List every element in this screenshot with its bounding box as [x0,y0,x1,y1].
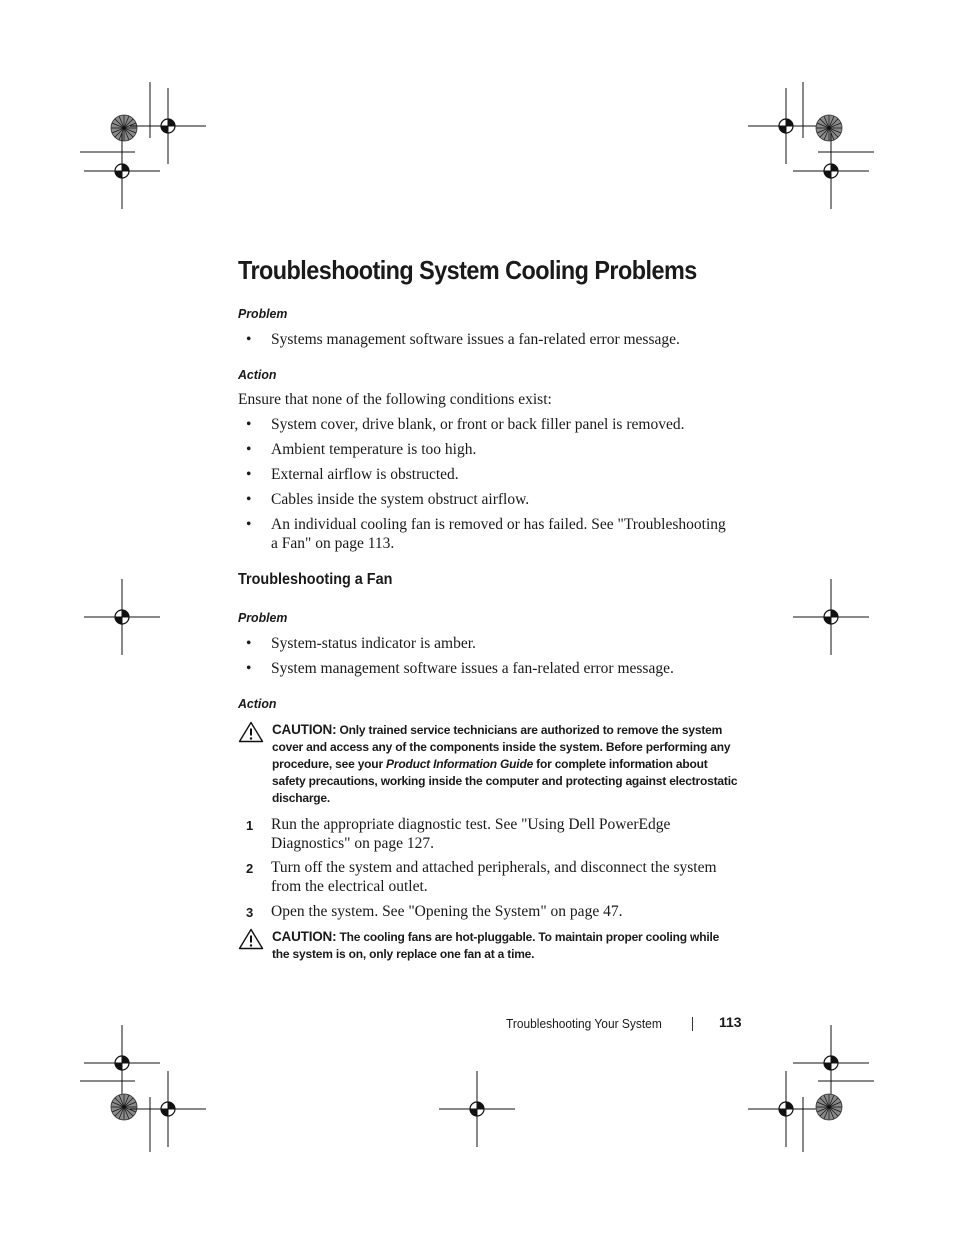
bullet-glyph: • [246,466,252,483]
list-item-text: Cables inside the system obstruct airflow. [271,491,530,508]
caution-note [238,928,738,963]
bullet-glyph: • [246,416,252,433]
registration-mark-icon-bottom-right [748,1071,824,1147]
crop-marks-top-right [803,82,874,152]
step-item [246,815,736,853]
action-intro: Ensure that none of the following conditions exist: [238,391,552,408]
list-item [246,465,736,484]
caution-label: CAUTION: [272,929,337,944]
color-target-icon-top-right [816,115,842,141]
list-item [246,634,736,653]
registration-mark-icon-right-upper [793,133,869,209]
caution-text: The cooling fans are hot-pluggable. To maintain proper cooling while the system is on, only replace one fan at a time. [272,930,720,961]
bullet-glyph: • [246,660,252,677]
warning-triangle-icon [238,928,272,963]
list-item-text: System management software issues a fan-related error message. [271,660,674,677]
list-item-text: Ambient temperature is too high. [271,441,477,458]
problem-heading: Problem [238,306,288,321]
step-number: 3 [246,905,254,920]
bullet-glyph: • [246,491,252,508]
list-item [246,659,736,678]
caution-document-reference: Product Information Guide [386,757,534,771]
caution-text-continued: for complete information about safety precautions, working inside the computer and protecting against electrostatic discharge. [272,757,738,805]
registration-mark-icon-right-middle [793,579,869,655]
registration-mark-icon-bottom-left [130,1071,206,1147]
crop-marks-top-left [80,82,150,152]
step-text: Run the appropriate diagnostic test. See "Using Dell PowerEdge Diagnostics" on page 127. [271,816,671,852]
caution-text: Only trained service technicians are authorized to remove the system cover and access any of the components inside the system. Before performing any procedure, see your [272,723,731,771]
action-heading: Action [238,367,277,382]
list-item-text: System-status indicator is amber. [271,635,476,652]
registration-mark-icon-left-lower [84,1025,160,1101]
registration-mark-icon-right-lower [793,1025,869,1101]
step-item [246,902,736,922]
registration-mark-icon-left-upper [84,133,160,209]
footer-divider [692,1017,693,1031]
registration-mark-icon-left-middle [84,579,160,655]
list-item-text: Systems management software issues a fan-related error message. [271,331,680,348]
bullet-glyph: • [246,635,252,652]
bullet-glyph: • [246,331,252,348]
caution-note [238,721,738,807]
list-item [246,490,736,509]
step-text: Turn off the system and attached peripherals, and disconnect the system from the electrical outlet. [271,859,717,895]
list-item [246,440,736,459]
list-item [246,415,736,434]
page-title: Troubleshooting System Cooling Problems [238,255,697,285]
list-item [246,515,736,553]
footer-chapter: Troubleshooting Your System [506,1016,662,1031]
page-number: 113 [719,1014,742,1030]
list-item [246,330,736,349]
bullet-glyph: • [246,516,252,533]
step-number: 1 [246,818,254,833]
action-heading: Action [238,696,277,711]
list-item-text: An individual cooling fan is removed or has failed. See "Troubleshooting a Fan" on page 113. [271,516,726,552]
registration-mark-icon-top-right [748,88,824,164]
registration-mark-icon-bottom-center [439,1071,515,1147]
color-target-icon-bottom-right [816,1094,842,1120]
section-heading: Troubleshooting a Fan [238,571,393,588]
step-text: Open the system. See "Opening the System" on page 47. [271,903,623,920]
color-target-icon-bottom-left [111,1094,137,1120]
list-item-text: System cover, drive blank, or front or back filler panel is removed. [271,416,685,433]
crop-marks-bottom-right [803,1081,874,1152]
registration-mark-icon-top-left [130,88,206,164]
list-item-text: External airflow is obstructed. [271,466,459,483]
step-number: 2 [246,861,254,876]
step-item [246,858,736,896]
color-target-icon-top-left [111,115,137,141]
caution-label: CAUTION: [272,722,337,737]
bullet-glyph: • [246,441,252,458]
problem-heading: Problem [238,610,288,625]
warning-triangle-icon [238,721,272,807]
